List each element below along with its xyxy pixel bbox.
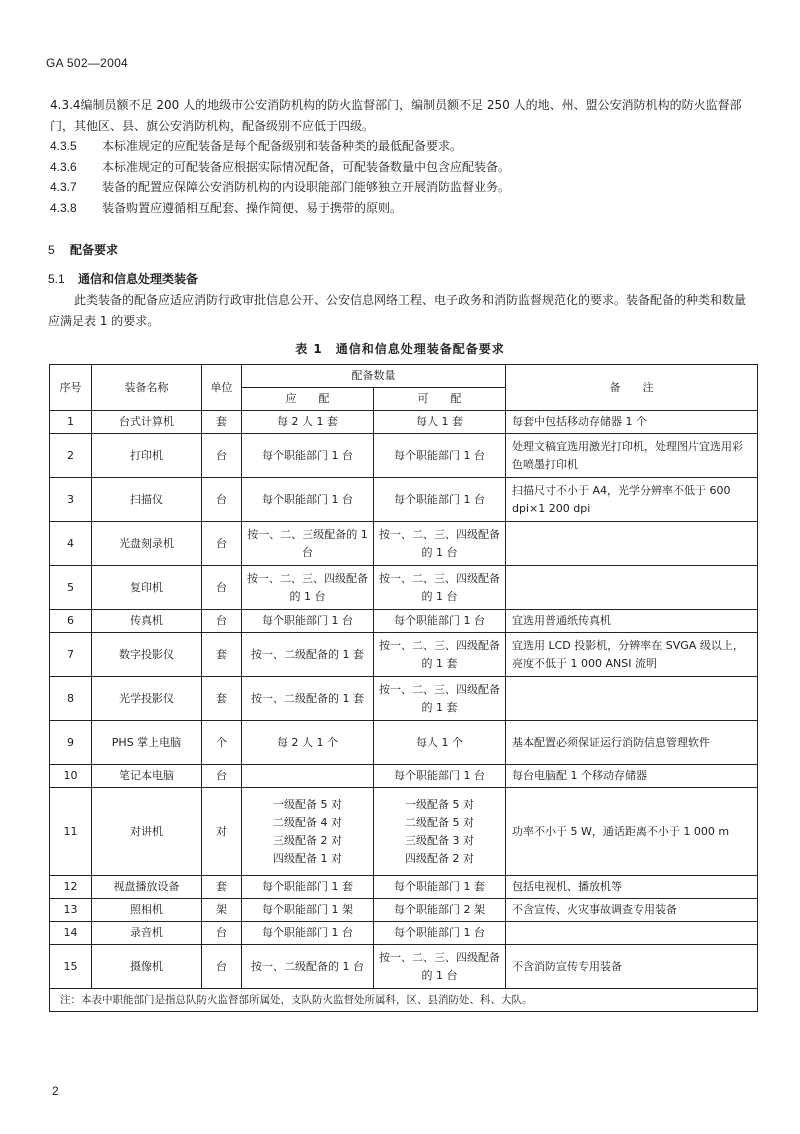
cell-unit: 架 bbox=[202, 899, 242, 922]
cell-note: 不含宣传、火灾事故调查专用装备 bbox=[506, 899, 758, 922]
header-no: 序号 bbox=[50, 365, 92, 411]
clauses bbox=[50, 95, 750, 218]
cell-note: 扫描尺寸不小于 A4，光学分辨率不低于 600 dpi×1 200 dpi bbox=[506, 478, 758, 522]
cell-should: 每个职能部门 1 台 bbox=[242, 610, 374, 633]
cell-line: 四级配备 1 对 bbox=[273, 851, 342, 865]
cell-name: 复印机 bbox=[92, 566, 202, 610]
table-row bbox=[50, 566, 758, 610]
section-number: 5 bbox=[48, 243, 55, 257]
cell-may: 按一、二、三、四级配备的 1 套 bbox=[374, 677, 506, 721]
table-row bbox=[50, 677, 758, 721]
cell-no: 11 bbox=[50, 788, 92, 876]
clause-text: 本标准规定的应配装备是每个配备级别和装备种类的最低配备要求。 bbox=[102, 139, 463, 153]
cell-name: 光学投影仪 bbox=[92, 677, 202, 721]
cell-no: 3 bbox=[50, 478, 92, 522]
cell-should: 每 2 人 1 个 bbox=[242, 721, 374, 765]
table-header-row bbox=[50, 365, 758, 388]
table-row bbox=[50, 610, 758, 633]
cell-no: 4 bbox=[50, 522, 92, 566]
cell-should: 按一、二、三、四级配备的 1 台 bbox=[242, 566, 374, 610]
clause-4-3-4 bbox=[50, 95, 750, 136]
cell-note: 宜选用普通纸传真机 bbox=[506, 610, 758, 633]
section-5-1-heading bbox=[48, 270, 198, 287]
cell-no: 12 bbox=[50, 876, 92, 899]
cell-line: 三级配备 2 对 bbox=[273, 833, 342, 847]
cell-unit: 台 bbox=[202, 566, 242, 610]
cell-line: 一级配备 5 对 bbox=[273, 797, 342, 811]
cell-may bbox=[374, 788, 506, 876]
table-footnote: 注：本表中职能部门是指总队防火监督部所属处，支队防火监督处所属科，区、县消防处、科、大队。 bbox=[50, 989, 758, 1012]
cell-name: 摄像机 bbox=[92, 945, 202, 989]
cell-no: 2 bbox=[50, 434, 92, 478]
cell-should bbox=[242, 788, 374, 876]
cell-no: 6 bbox=[50, 610, 92, 633]
cell-name: 光盘刻录机 bbox=[92, 522, 202, 566]
cell-may: 每个职能部门 1 台 bbox=[374, 434, 506, 478]
cell-name: 扫描仪 bbox=[92, 478, 202, 522]
cell-note: 包括电视机、播放机等 bbox=[506, 876, 758, 899]
cell-line: 二级配备 4 对 bbox=[273, 815, 342, 829]
cell-should: 每个职能部门 1 台 bbox=[242, 478, 374, 522]
cell-name: 传真机 bbox=[92, 610, 202, 633]
section-5-heading bbox=[48, 241, 118, 258]
cell-unit: 台 bbox=[202, 478, 242, 522]
cell-name: 对讲机 bbox=[92, 788, 202, 876]
cell-unit: 套 bbox=[202, 677, 242, 721]
clause-4-3-7 bbox=[50, 177, 750, 198]
cell-may: 每个职能部门 1 台 bbox=[374, 610, 506, 633]
cell-name: 台式计算机 bbox=[92, 411, 202, 434]
header-name: 装备名称 bbox=[92, 365, 202, 411]
cell-may: 每人 1 个 bbox=[374, 721, 506, 765]
section-paragraph: 此类装备的配备应适应消防行政审批信息公开、公安信息网络工程、电子政务和消防监督规范化的要求。装备配备的种类和数量应满足表 1 的要求。 bbox=[48, 293, 747, 328]
cell-unit: 台 bbox=[202, 434, 242, 478]
cell-line: 四级配备 2 对 bbox=[405, 851, 474, 865]
document-code: GA 502—2004 bbox=[46, 56, 129, 70]
cell-should bbox=[242, 765, 374, 788]
page-number: 2 bbox=[52, 1084, 59, 1098]
cell-name: 笔记本电脑 bbox=[92, 765, 202, 788]
table-row bbox=[50, 434, 758, 478]
section-title: 通信和信息处理类装备 bbox=[78, 272, 199, 286]
cell-note: 功率不小于 5 W，通话距离不小于 1 000 m bbox=[506, 788, 758, 876]
cell-no: 1 bbox=[50, 411, 92, 434]
cell-may: 每人 1 套 bbox=[374, 411, 506, 434]
table-row bbox=[50, 899, 758, 922]
table-footnote-row bbox=[50, 989, 758, 1012]
cell-unit: 个 bbox=[202, 721, 242, 765]
cell-unit: 台 bbox=[202, 765, 242, 788]
cell-unit: 台 bbox=[202, 922, 242, 945]
clause-4-3-6 bbox=[50, 157, 750, 178]
cell-no: 7 bbox=[50, 633, 92, 677]
cell-should: 按一、二级配备的 1 套 bbox=[242, 633, 374, 677]
cell-unit: 台 bbox=[202, 522, 242, 566]
cell-note bbox=[506, 522, 758, 566]
cell-unit: 套 bbox=[202, 876, 242, 899]
table-row bbox=[50, 765, 758, 788]
cell-should: 每个职能部门 1 架 bbox=[242, 899, 374, 922]
header-may: 可 配 bbox=[374, 388, 506, 411]
cell-should: 按一、二、三级配备的 1 台 bbox=[242, 522, 374, 566]
cell-name: 数字投影仪 bbox=[92, 633, 202, 677]
cell-note: 每台电脑配 1 个移动存储器 bbox=[506, 765, 758, 788]
clause-number: 4.3.8 bbox=[50, 200, 77, 215]
cell-name: 录音机 bbox=[92, 922, 202, 945]
cell-may: 每个职能部门 1 台 bbox=[374, 765, 506, 788]
clause-4-3-8 bbox=[50, 198, 750, 219]
header-unit: 单位 bbox=[202, 365, 242, 411]
cell-name: 打印机 bbox=[92, 434, 202, 478]
table-row bbox=[50, 922, 758, 945]
cell-should: 每个职能部门 1 套 bbox=[242, 876, 374, 899]
clause-number: 4.3.7 bbox=[50, 180, 77, 194]
cell-name: 照相机 bbox=[92, 899, 202, 922]
clause-number: 4.3.4 bbox=[50, 98, 81, 112]
header-note: 备 注 bbox=[506, 365, 758, 411]
clause-number: 4.3.5 bbox=[50, 139, 77, 153]
table-row bbox=[50, 633, 758, 677]
header-quantity: 配备数量 bbox=[242, 365, 506, 388]
clause-text: 装备的配置应保障公安消防机构的内设职能部门能够独立开展消防监督业务。 bbox=[102, 180, 511, 194]
cell-no: 9 bbox=[50, 721, 92, 765]
equipment-table bbox=[49, 364, 758, 1012]
table-row bbox=[50, 721, 758, 765]
cell-no: 15 bbox=[50, 945, 92, 989]
header-should: 应 配 bbox=[242, 388, 374, 411]
table-row bbox=[50, 478, 758, 522]
cell-note: 基本配置必须保证运行消防信息管理软件 bbox=[506, 721, 758, 765]
cell-note: 不含消防宣传专用装备 bbox=[506, 945, 758, 989]
clause-text: 编制员额不足 200 人的地级市公安消防机构的防火监督部门，编制员额不足 250 人的地、州、盟公安消防机构的防火监督部门，其他区、县、旗公安消防机构，配备级别不应低于四级。 bbox=[50, 98, 742, 133]
cell-note bbox=[506, 922, 758, 945]
cell-line: 二级配备 5 对 bbox=[405, 815, 474, 829]
cell-no: 10 bbox=[50, 765, 92, 788]
cell-name: 视盘播放设备 bbox=[92, 876, 202, 899]
cell-name: PHS 掌上电脑 bbox=[92, 721, 202, 765]
cell-unit: 对 bbox=[202, 788, 242, 876]
table-row bbox=[50, 788, 758, 876]
cell-may: 每个职能部门 1 套 bbox=[374, 876, 506, 899]
clause-text: 装备购置应遵循相互配套、操作简便、易于携带的原则。 bbox=[102, 200, 403, 215]
cell-line: 一级配备 5 对 bbox=[405, 797, 474, 811]
cell-may: 按一、二、三、四级配备的 1 套 bbox=[374, 633, 506, 677]
cell-may: 按一、二、三、四级配备的 1 台 bbox=[374, 522, 506, 566]
cell-should: 每 2 人 1 套 bbox=[242, 411, 374, 434]
cell-no: 8 bbox=[50, 677, 92, 721]
cell-unit: 台 bbox=[202, 610, 242, 633]
cell-no: 5 bbox=[50, 566, 92, 610]
cell-no: 13 bbox=[50, 899, 92, 922]
cell-note: 每套中包括移动存储器 1 个 bbox=[506, 411, 758, 434]
cell-should: 按一、二级配备的 1 套 bbox=[242, 677, 374, 721]
table-row bbox=[50, 945, 758, 989]
cell-no: 14 bbox=[50, 922, 92, 945]
table-title: 表 1 通信和信息处理装备配备要求 bbox=[295, 342, 505, 356]
section-title: 配备要求 bbox=[70, 243, 119, 257]
cell-note: 宜选用 LCD 投影机，分辨率在 SVGA 级以上，亮度不低于 1 000 ANSI 流明 bbox=[506, 633, 758, 677]
cell-unit: 套 bbox=[202, 411, 242, 434]
cell-note bbox=[506, 677, 758, 721]
cell-may: 按一、二、三、四级配备的 1 台 bbox=[374, 566, 506, 610]
cell-should: 按一、二级配备的 1 台 bbox=[242, 945, 374, 989]
cell-may: 每个职能部门 1 台 bbox=[374, 478, 506, 522]
table-row bbox=[50, 522, 758, 566]
cell-may: 每个职能部门 2 架 bbox=[374, 899, 506, 922]
cell-should: 每个职能部门 1 台 bbox=[242, 922, 374, 945]
clause-number: 4.3.6 bbox=[50, 159, 77, 174]
section-number: 5.1 bbox=[48, 272, 65, 286]
table-row bbox=[50, 411, 758, 434]
clause-text: 本标准规定的可配装备应根据实际情况配备，可配装备数量中包含应配装备。 bbox=[102, 159, 511, 174]
cell-unit: 套 bbox=[202, 633, 242, 677]
cell-unit: 台 bbox=[202, 945, 242, 989]
cell-may: 每个职能部门 1 台 bbox=[374, 922, 506, 945]
cell-may: 按一、二、三、四级配备的 1 台 bbox=[374, 945, 506, 989]
table-row bbox=[50, 876, 758, 899]
cell-note bbox=[506, 566, 758, 610]
cell-note: 处理文稿宜选用激光打印机，处理图片宜选用彩色喷墨打印机 bbox=[506, 434, 758, 478]
clause-4-3-5 bbox=[50, 136, 750, 157]
cell-should: 每个职能部门 1 台 bbox=[242, 434, 374, 478]
cell-line: 三级配备 3 对 bbox=[405, 833, 474, 847]
